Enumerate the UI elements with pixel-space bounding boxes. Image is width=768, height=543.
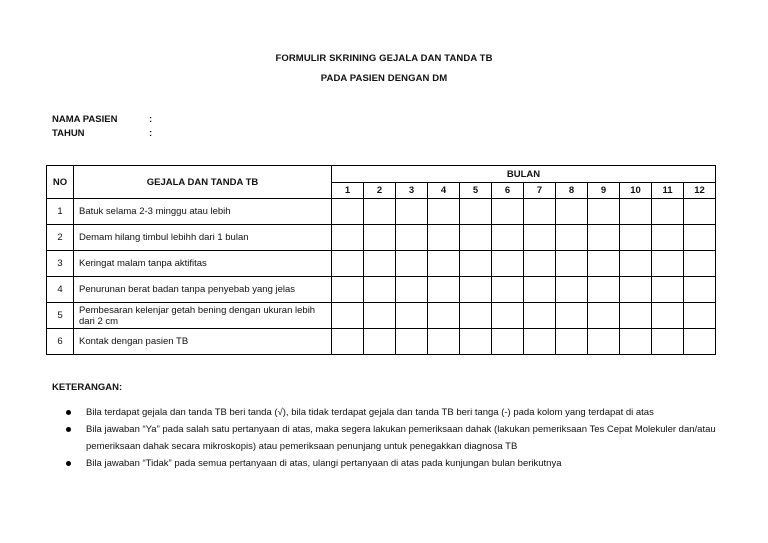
month-check-cell[interactable] <box>428 251 460 277</box>
month-check-cell[interactable] <box>332 277 364 303</box>
month-check-cell[interactable] <box>492 303 524 329</box>
month-header-10: 10 <box>620 183 652 199</box>
month-check-cell[interactable] <box>364 199 396 225</box>
month-check-cell[interactable] <box>588 199 620 225</box>
month-check-cell[interactable] <box>428 277 460 303</box>
month-check-cell[interactable] <box>332 199 364 225</box>
month-check-cell[interactable] <box>620 303 652 329</box>
month-check-cell[interactable] <box>684 251 716 277</box>
month-header-8: 8 <box>556 183 588 199</box>
month-check-cell[interactable] <box>620 251 652 277</box>
symptom-text: Demam hilang timbul lebihh dari 1 bulan <box>74 225 332 251</box>
bullet-icon <box>66 461 71 466</box>
month-check-cell[interactable] <box>684 303 716 329</box>
month-header-1: 1 <box>332 183 364 199</box>
month-check-cell[interactable] <box>524 199 556 225</box>
month-check-cell[interactable] <box>460 199 492 225</box>
month-check-cell[interactable] <box>332 303 364 329</box>
month-check-cell[interactable] <box>428 225 460 251</box>
month-check-cell[interactable] <box>524 303 556 329</box>
month-check-cell[interactable] <box>396 225 428 251</box>
month-check-cell[interactable] <box>492 329 524 355</box>
month-check-cell[interactable] <box>364 277 396 303</box>
row-number: 4 <box>47 277 74 303</box>
row-number: 1 <box>47 199 74 225</box>
month-check-cell[interactable] <box>588 225 620 251</box>
note-item <box>66 404 726 421</box>
month-check-cell[interactable] <box>396 329 428 355</box>
month-check-cell[interactable] <box>492 251 524 277</box>
month-check-cell[interactable] <box>556 329 588 355</box>
month-check-cell[interactable] <box>524 277 556 303</box>
month-check-cell[interactable] <box>524 225 556 251</box>
month-check-cell[interactable] <box>492 199 524 225</box>
month-check-cell[interactable] <box>556 303 588 329</box>
note-item <box>66 455 726 472</box>
table-row <box>47 329 716 355</box>
month-header-2: 2 <box>364 183 396 199</box>
month-check-cell[interactable] <box>460 225 492 251</box>
month-check-cell[interactable] <box>364 303 396 329</box>
year-separator: : <box>149 128 153 139</box>
month-check-cell[interactable] <box>332 251 364 277</box>
screening-table <box>46 165 716 355</box>
note-item <box>66 421 726 455</box>
month-check-cell[interactable] <box>332 329 364 355</box>
month-check-cell[interactable] <box>364 225 396 251</box>
patient-name-label: NAMA PASIEN <box>52 114 118 125</box>
month-check-cell[interactable] <box>556 277 588 303</box>
month-check-cell[interactable] <box>620 225 652 251</box>
patient-name-separator: : <box>149 114 153 125</box>
bullet-icon <box>66 410 71 415</box>
symptom-text: Batuk selama 2-3 minggu atau lebih <box>74 199 332 225</box>
month-check-cell[interactable] <box>396 251 428 277</box>
month-header-7: 7 <box>524 183 556 199</box>
row-number: 5 <box>47 303 74 329</box>
row-number: 6 <box>47 329 74 355</box>
month-check-cell[interactable] <box>556 251 588 277</box>
month-check-cell[interactable] <box>524 251 556 277</box>
month-check-cell[interactable] <box>620 199 652 225</box>
row-number: 3 <box>47 251 74 277</box>
month-check-cell[interactable] <box>588 303 620 329</box>
month-check-cell[interactable] <box>588 251 620 277</box>
month-check-cell[interactable] <box>332 225 364 251</box>
month-check-cell[interactable] <box>684 199 716 225</box>
month-check-cell[interactable] <box>524 329 556 355</box>
month-check-cell[interactable] <box>652 225 684 251</box>
year-label: TAHUN <box>52 128 85 139</box>
month-check-cell[interactable] <box>620 329 652 355</box>
month-check-cell[interactable] <box>652 199 684 225</box>
header-gejala: GEJALA DAN TANDA TB <box>74 166 332 199</box>
bullet-icon <box>66 427 71 432</box>
month-header-11: 11 <box>652 183 684 199</box>
header-no: NO <box>47 166 74 199</box>
symptom-text: Keringat malam tanpa aktifitas <box>74 251 332 277</box>
month-check-cell[interactable] <box>364 329 396 355</box>
month-header-6: 6 <box>492 183 524 199</box>
form-title: FORMULIR SKRINING GEJALA DAN TANDA TB <box>275 53 493 64</box>
month-check-cell[interactable] <box>428 329 460 355</box>
header-bulan: BULAN <box>332 166 716 183</box>
month-check-cell[interactable] <box>460 329 492 355</box>
month-check-cell[interactable] <box>620 277 652 303</box>
notes-title: KETERANGAN: <box>52 382 123 393</box>
month-check-cell[interactable] <box>684 329 716 355</box>
symptom-text: Pembesaran kelenjar getah bening dengan ukuran lebih dari 2 cm <box>74 303 332 329</box>
note-text: Bila jawaban “Ya” pada salah satu pertanyaan di atas, maka segera lakukan pemeriksaan dahak (lakukan pemeriksaan Tes Cepat Molekuler dan/atau pemeriksaan dahak secara mikroskopis) atau pemeriksaan penunjang untuk penegakkan diagnosa TB <box>86 424 716 452</box>
table-row <box>47 225 716 251</box>
note-text: Bila terdapat gejala dan tanda TB beri tanda (√), bila tidak terdapat gejala dan tanda TB beri tanga (-) pada kolom yang terdapat di atas <box>86 407 654 418</box>
note-text: Bila jawaban “Tidak” pada semua pertanyaan di atas, ulangi pertanyaan di atas pada kunjungan bulan berikutnya <box>86 458 562 469</box>
month-header-5: 5 <box>460 183 492 199</box>
month-check-cell[interactable] <box>652 277 684 303</box>
month-header-4: 4 <box>428 183 460 199</box>
month-header-12: 12 <box>684 183 716 199</box>
month-check-cell[interactable] <box>588 329 620 355</box>
month-check-cell[interactable] <box>556 199 588 225</box>
table-row <box>47 251 716 277</box>
month-check-cell[interactable] <box>396 277 428 303</box>
month-check-cell[interactable] <box>428 199 460 225</box>
row-number: 2 <box>47 225 74 251</box>
month-check-cell[interactable] <box>460 277 492 303</box>
month-check-cell[interactable] <box>684 277 716 303</box>
month-check-cell[interactable] <box>364 251 396 277</box>
month-check-cell[interactable] <box>652 251 684 277</box>
month-check-cell[interactable] <box>460 251 492 277</box>
table-row <box>47 277 716 303</box>
month-check-cell[interactable] <box>556 225 588 251</box>
month-check-cell[interactable] <box>396 199 428 225</box>
month-check-cell[interactable] <box>460 303 492 329</box>
table-row <box>47 199 716 225</box>
symptom-text: Kontak dengan pasien TB <box>74 329 332 355</box>
month-header-3: 3 <box>396 183 428 199</box>
form-subtitle: PADA PASIEN DENGAN DM <box>320 73 448 84</box>
month-check-cell[interactable] <box>396 303 428 329</box>
month-check-cell[interactable] <box>652 329 684 355</box>
year-field <box>52 128 152 139</box>
month-check-cell[interactable] <box>588 277 620 303</box>
month-check-cell[interactable] <box>652 303 684 329</box>
table-row <box>47 303 716 329</box>
month-check-cell[interactable] <box>428 303 460 329</box>
month-check-cell[interactable] <box>684 225 716 251</box>
notes-list <box>66 404 726 472</box>
patient-name-field <box>52 114 152 125</box>
month-header-9: 9 <box>588 183 620 199</box>
month-check-cell[interactable] <box>492 277 524 303</box>
month-check-cell[interactable] <box>492 225 524 251</box>
symptom-text: Penurunan berat badan tanpa penyebab yang jelas <box>74 277 332 303</box>
